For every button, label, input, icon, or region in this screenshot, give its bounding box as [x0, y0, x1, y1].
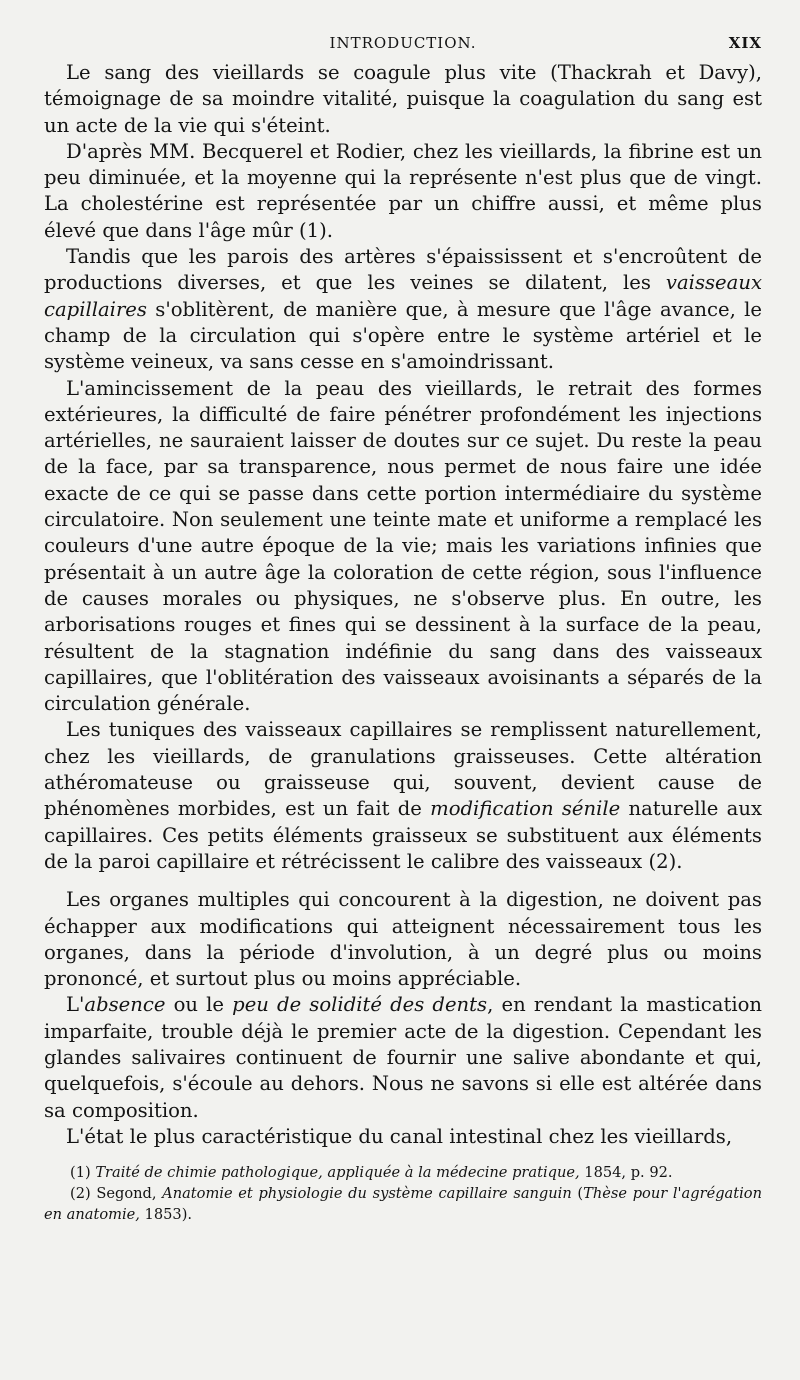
italic-term: vaisseaux capillaires — [44, 271, 762, 321]
paragraph-1: Le sang des vieillards se coagule plus vite (Thackrah et Davy), témoignage de sa moindre vitalité, puisque la coagulation du sang est un acte de la vie qui s'éteint. — [44, 61, 762, 137]
footnote-title: Anatomie et physiologie du système capillaire sanguin — [162, 1185, 572, 1203]
footnote-1: (1) Traité de chimie pathologique, appliquée à la médecine pratique, 1854, p. 92. — [70, 1164, 673, 1182]
footnote-title: Thèse pour l'agrégation en anatomie, — [44, 1185, 762, 1224]
main-text — [44, 60, 762, 1150]
footnotes — [44, 1162, 762, 1225]
footnote-2: (2) Segond, Anatomie et physiologie du système capillaire sanguin (Thèse pour l'agrégation en anatomie, 1853). — [44, 1185, 762, 1224]
page-number: XIX — [728, 34, 762, 52]
italic-term: peu de solidité des dents — [232, 993, 488, 1017]
italic-term: modification sénile — [430, 797, 621, 821]
paragraph-7: L'absence ou le peu de solidité des dents, en rendant la mastication imparfaite, trouble déjà le premier acte de la digestion. Cependant les glandes salivaires continuent de fournir une salive abondante et qui, quelquefois, s'écoule au dehors. Nous ne savons si elle est altérée dans sa composition. — [44, 993, 762, 1122]
paragraph-5: Les tuniques des vaisseaux capillaires se remplissent naturellement, chez les vieillards, de granulations graisseuses. Cette altération athéromateuse ou graisseuse qui, souvent, devient cause de phénomènes morbides, est un fait de modification sénile naturelle aux capillaires. Ces petits éléments graisseux se substituent aux éléments de la paroi capillaire et rétrécissent le calibre des vaisseaux (2). — [44, 718, 763, 873]
paragraph-2: D'après MM. Becquerel et Rodier, chez les vieillards, la fibrine est un peu diminuée, et la moyenne qui la représente n'est plus que de vingt. La cholestérine est représentée par un chiffre aussi, et même plus élevé que dans l'âge mûr (1). — [44, 139, 762, 242]
running-title: INTRODUCTION. — [329, 34, 477, 52]
paragraph-3: Tandis que les parois des artères s'épaississent et s'encroûtent de productions diverses, et que les veines se dilatent, les vaisseaux capillaires s'oblitèrent, de manière que, à mesure que l'âge avance, le champ de la circulation qui s'opère entre le système artériel et le système veineux, va sans cesse en s'amoindrissant. — [44, 245, 762, 374]
page-header — [44, 30, 762, 60]
paragraph-8: L'état le plus caractéristique du canal intestinal chez les vieillards, — [66, 1124, 733, 1148]
paragraph-6: Les organes multiples qui concourent à la digestion, ne doivent pas échapper aux modifications qui atteignent nécessairement tous les organes, dans la période d'involution, à un degré plus ou moins prononcé, et surtout plus ou moins appréciable. — [44, 888, 762, 991]
footnote-title: Traité de chimie pathologique, appliquée à la médecine pratique, — [95, 1164, 580, 1182]
paragraph-4: L'amincissement de la peau des vieillards, le retrait des formes extérieures, la difficulté de faire pénétrer profondément les injections artérielles, ne sauraient laisser de doutes sur ce sujet. Du reste la peau de la face, par sa transparence, nous permet de nous faire une idée exacte de ce qui se passe dans cette portion intermédiaire du système circulatoire. Non seulement une teinte mate et uniforme a remplacé les couleurs d'une autre époque de la vie; mais les variations infinies que présentait à un autre âge la coloration de cette région, sous l'influence de causes morales ou physiques, ne s'observe plus. En outre, les arborisations rouges et fines qui se dessinent à la surface de la peau, résultent de la stagnation indéfinie du sang dans des vaisseaux capillaires, que l'oblitération des vaisseaux avoisinants a séparés de la circulation générale. — [44, 376, 762, 716]
italic-term: absence — [84, 993, 166, 1017]
